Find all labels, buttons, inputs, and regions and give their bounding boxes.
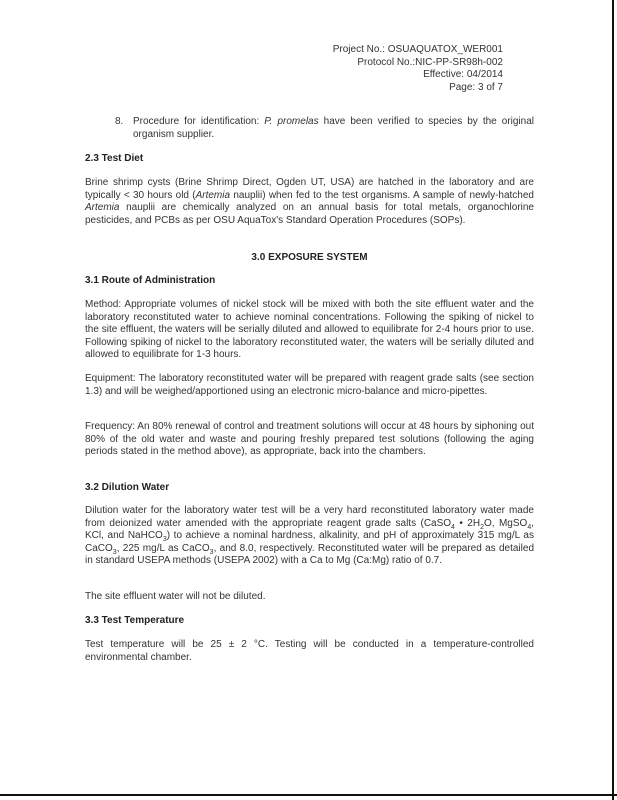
- dilution-text-f: , 225 mg/L as CaCO: [116, 542, 210, 554]
- route-frequency-text: Frequency: An 80% renewal of control and treatment solutions will occur at 48 hours by siphoning out 80% of the old water and waste and pouring freshly prepared test solutions (following the aging periods stated in the method above), as appropriate, back into the chambers.: [85, 421, 534, 458]
- section-heading-temperature: 3.3 Test Temperature: [85, 615, 185, 626]
- item8-species: P. promelas: [264, 116, 319, 127]
- subscript-4b: 4: [527, 523, 532, 531]
- dilution-paragraph: [85, 505, 534, 568]
- route-equipment-paragraph: [85, 373, 534, 398]
- route-equipment-text: Equipment: The laboratory reconstituted water will be prepared with reagent grade salts (see section 1.3) and will be weighed/apportioned using an electronic micro-balance and micro-pipettes.: [85, 373, 534, 397]
- artemia-term: Artemia: [195, 189, 231, 201]
- temperature-paragraph: [85, 639, 534, 664]
- dilution-text-b: • 2H: [454, 517, 481, 529]
- artemia-term-2: Artemia: [85, 202, 120, 214]
- dilution-text-a: Dilution water for the laboratory water test will be a very hard reconstituted laboratory water made from deionized water amended with the appropriate reagent grade salts (CaSO: [85, 505, 534, 529]
- route-method-text: Method: Appropriate volumes of nickel stock will be mixed with both the site effluent water and the laboratory reconstituted water to achieve nominal concentrations. Following the spiking of nickel to the site effluent, the waters will be serially diluted and allowed to equilibrate for 2-4 hours prior to use. Following spiking of nickel to the laboratory reconstituted water, the waters will be serially diluted and allowed to equilibrate for 1-3 hours.: [85, 299, 534, 361]
- list-item-8: [115, 116, 534, 141]
- scan-edge-bottom: [0, 794, 617, 796]
- list-item-number: 8.: [115, 116, 124, 127]
- subscript-3: 3: [162, 536, 167, 544]
- temperature-text: Test temperature will be 25 ± 2 °C. Testing will be conducted in a temperature-controlled environmental chamber.: [85, 639, 534, 663]
- test-diet-text-b: nauplii) when fed to the test organisms. A sample of newly-hatched: [230, 189, 534, 201]
- section-heading-test-diet: 2.3 Test Diet: [85, 153, 144, 164]
- page-number: Page: 3 of 7: [449, 81, 503, 93]
- item8-text-a: Procedure for identification:: [133, 116, 265, 127]
- section-heading-route: 3.1 Route of Administration: [85, 275, 216, 286]
- test-diet-text-c: nauplii are chemically analyzed on an annual basis for total metals, organochlorine pesticides, and PCBs as per OSU AquaTox's Standard Operation Procedures (SOPs).: [85, 202, 534, 226]
- dilution-site-paragraph: [85, 591, 534, 604]
- scan-edge-right: [612, 0, 614, 800]
- dilution-text-g: , and 8.0, respectively. Reconstituted water will be prepared as detailed in standard USEPA methods (USEPA 2002) with a Ca to Mg (Ca:Mg) ratio of 0.7.: [85, 542, 535, 567]
- subscript-4: 4: [451, 523, 455, 531]
- dilution-text-e: ) to achieve a nominal hardness, alkalinity, and pH of approximately 315 mg/L as CaCO: [85, 530, 534, 554]
- project-number: Project No.: OSUAQUATOX_WER001: [332, 44, 503, 55]
- subscript-3c: 3: [209, 548, 214, 556]
- route-method-paragraph: [85, 299, 534, 362]
- test-diet-paragraph: [85, 177, 534, 227]
- subscript-3b: 3: [112, 548, 117, 556]
- section-heading-dilution: 3.2 Dilution Water: [85, 482, 170, 493]
- dilution-text-c: O, MgSO: [483, 517, 528, 529]
- item8-text-b: have been verified to species by the original organism supplier.: [133, 116, 534, 140]
- dilution-text-d: , KCl, and NaHCO: [85, 517, 534, 542]
- section-heading-exposure-system: 3.0 EXPOSURE SYSTEM: [251, 252, 368, 263]
- dilution-site-text: The site effluent water will not be diluted.: [85, 591, 266, 602]
- document-header: [333, 44, 503, 94]
- protocol-number: Protocol No.:NIC-PP-SR98h-002: [357, 56, 503, 68]
- subscript-2: 2: [480, 523, 484, 531]
- test-diet-text-a: Brine shrimp cysts (Brine Shrimp Direct, Ogden UT, USA) are hatched in the laboratory and are typically < 30 hours old (: [85, 177, 534, 201]
- route-frequency-paragraph: [85, 421, 534, 459]
- effective-date: Effective: 04/2014: [423, 69, 503, 81]
